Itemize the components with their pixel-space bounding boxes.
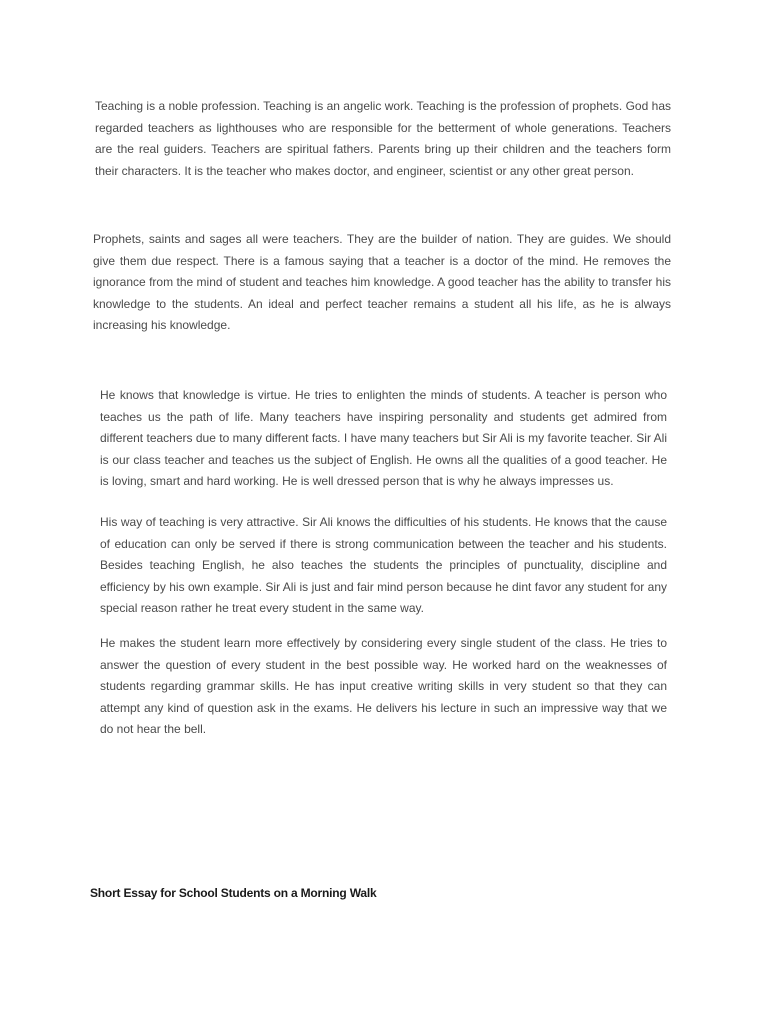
- paragraph-knowledge-is-virtue: He knows that knowledge is virtue. He tries to enlighten the minds of students. A teacher is person who teaches us the path of life. Many teachers have inspiring personality and students get admired from different teachers due to many different facts. I have many teachers but Sir Ali is my favorite teacher. Sir Ali is our class teacher and teaches us the subject of English. He owns all the qualities of a good teacher. He is loving, smart and hard working. He is well dressed person that is why he always impresses us.: [100, 388, 667, 488]
- paragraph-way-of-teaching: His way of teaching is very attractive. Sir Ali knows the difficulties of his students. He knows that the cause of education can only be served if there is strong communication between the teacher and his students. Besides teaching English, he also teaches the students the principles of punctuality, discipline and efficiency by his own example. Sir Ali is just and fair mind person because he dint favor any student for any special reason rather he treat every student in the same way.: [100, 515, 667, 615]
- paragraph-teaching-noble-profession: Teaching is a noble profession. Teaching is an angelic work. Teaching is the profession of prophets. God has regarded teachers as lighthouses who are responsible for the betterment of whole generations. Teachers are the real guiders. Teachers are spiritual fathers. Parents bring up their children and the teachers form their characters. It is the teacher who makes doctor, and engineer, scientist or any other great person.: [95, 99, 671, 178]
- section-heading-morning-walk: Short Essay for School Students on a Morning Walk: [90, 886, 377, 900]
- paragraph-prophets-saints-sages: Prophets, saints and sages all were teachers. They are the builder of nation. They are guides. We should give them due respect. There is a famous saying that a teacher is a doctor of the mind. He removes the ignorance from the mind of student and teaches him knowledge. A good teacher has the ability to transfer his knowledge to the students. An ideal and perfect teacher remains a student all his life, as he is always increasing his knowledge.: [93, 232, 671, 332]
- paragraph-learn-effectively: He makes the student learn more effectively by considering every single student of the class. He tries to answer the question of every student in the best possible way. He worked hard on the weaknesses of students regarding grammar skills. He has input creative writing skills in very student so that they can attempt any kind of question ask in the exams. He delivers his lecture in such an impressive way that we do not hear the bell.: [100, 636, 667, 736]
